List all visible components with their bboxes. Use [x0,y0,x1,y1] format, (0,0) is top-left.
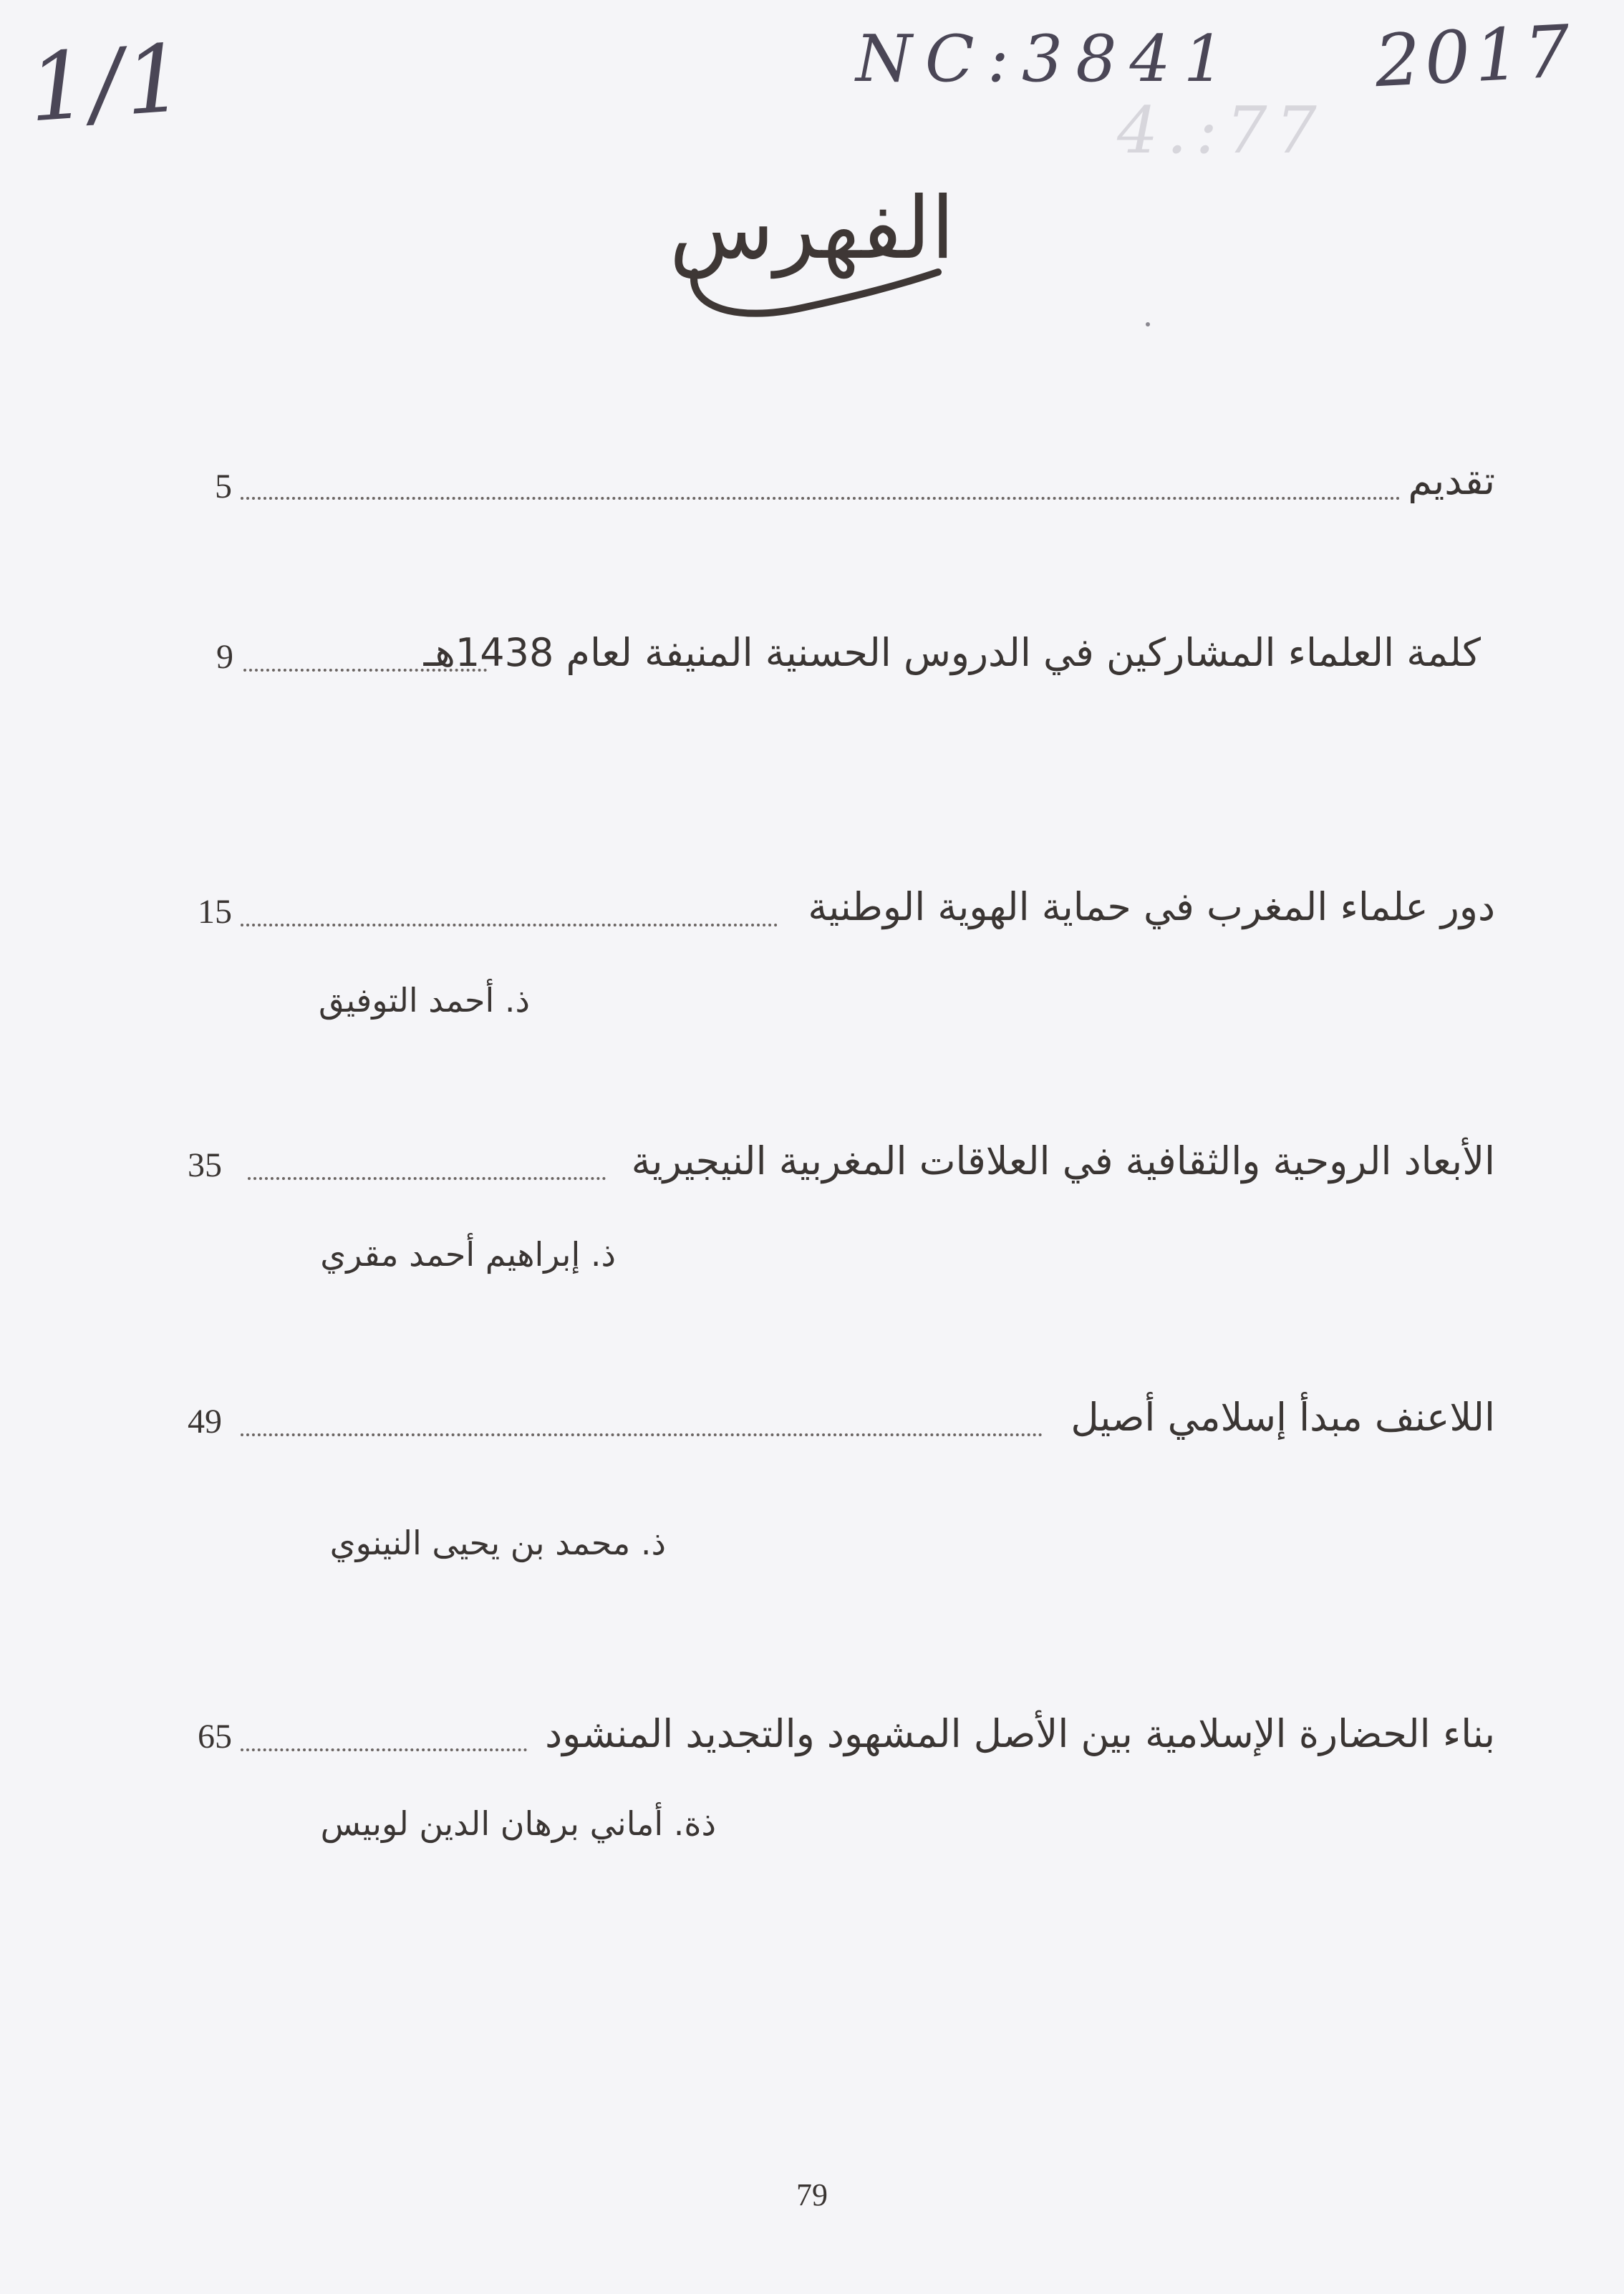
handwritten-note-left: 1/1 [24,23,191,143]
toc-page-number: 65 [198,1718,232,1756]
toc-entry-title: اللاعنف مبدأ إسلامي أصيل [1070,1395,1495,1440]
toc-page-number: 35 [188,1146,222,1184]
handwritten-call-number: NC:3841 [856,21,1237,97]
toc-page-number: 49 [188,1403,222,1441]
leader-dots [243,669,487,672]
toc-page-number: 15 [198,893,232,931]
toc-entry-title: دور علماء المغرب في حماية الهوية الوطنية [808,884,1495,929]
page-title: الفهرس [669,179,955,279]
toc-entry-author: ذ. إبراهيم أحمد مقري [320,1235,616,1274]
toc-entry-author: ذة. أماني برهان الدين لوبيس [320,1804,716,1843]
handwritten-year: 2017 [1373,9,1577,104]
toc-entry-title: كلمة العلماء المشاركين في الدروس الحسنية المنيفة لعام 1438هـ [423,630,1481,675]
leader-dots [241,924,778,926]
toc-entry-title: تقديم [1408,458,1495,503]
leader-dots [241,1433,1043,1436]
toc-entry-title: بناء الحضارة الإسلامية بين الأصل المشهود والتجديد المنشود [545,1711,1495,1756]
paper-speck [1146,322,1150,326]
toc-page-number: 9 [216,638,233,676]
footer-page-number: 79 [796,2177,828,2212]
toc-entry-author: ذ. محمد بن يحيى النينوي [329,1524,666,1562]
toc-entry-author: ذ. أحمد التوفيق [319,981,530,1020]
leader-dots [248,1177,606,1180]
toc-page-number: 5 [215,468,232,505]
faint-stamp-shadow: 4.:77 [1117,93,1325,168]
toc-entry-title: الأبعاد الروحية والثقافية في العلاقات المغربية النيجيرية [631,1138,1495,1184]
leader-dots [241,497,1401,500]
leader-dots [241,1748,527,1751]
title-swash-ornament [680,258,952,329]
